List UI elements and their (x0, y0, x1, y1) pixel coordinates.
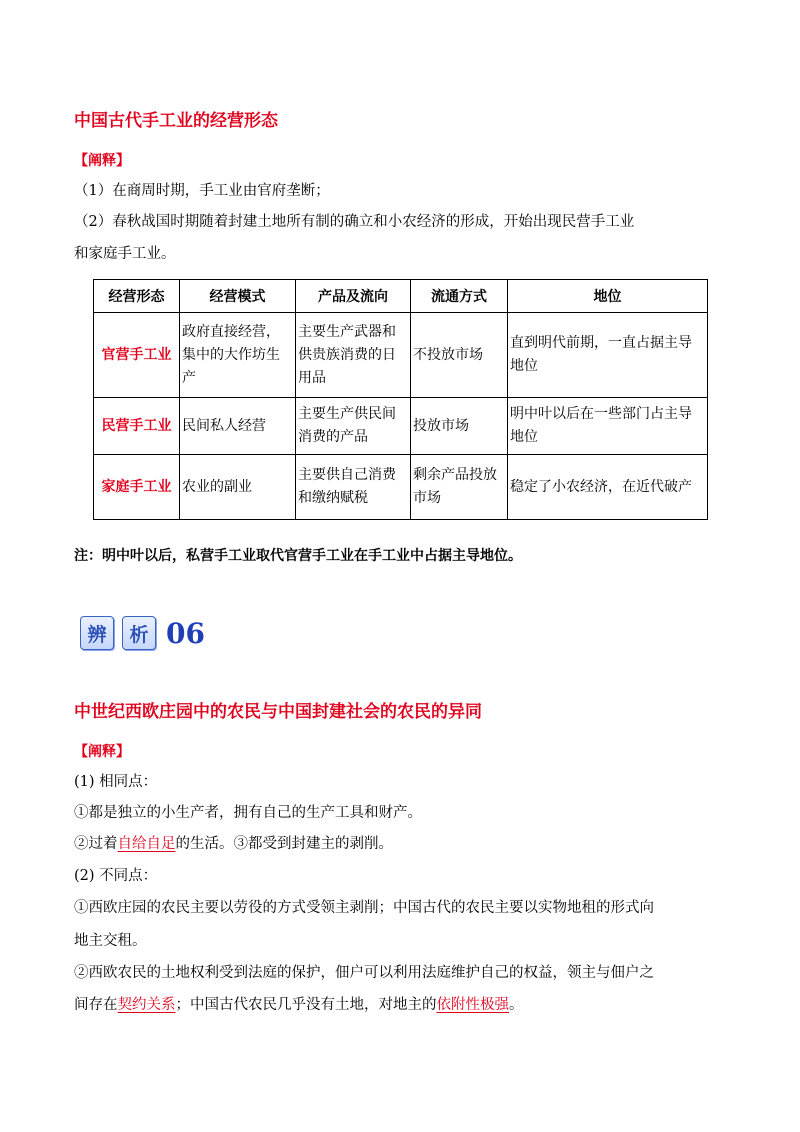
text-run: 的生活。③都受到封建主的剥削。 (175, 836, 393, 852)
table-header: 流通方式 (411, 280, 508, 313)
table-cell: 农业的副业 (180, 455, 296, 520)
section1-line1: （1）在商周时期，手工业由官府垄断； (74, 183, 330, 199)
same-heading: (1) 相同点： (74, 774, 158, 790)
section1-tag: 【阐释】 (74, 153, 130, 169)
table-row (94, 398, 708, 455)
highlight-strong-dependence: 依附性极强 (436, 997, 509, 1013)
diff-heading: (2) 不同点： (74, 868, 158, 884)
section2-title: 中世纪西欧庄园中的农民与中国封建社会的农民的异同 (74, 702, 482, 722)
same-point-1: ①都是独立的小生产者，拥有自己的生产工具和财产。 (74, 805, 422, 821)
same-point-2 (74, 834, 393, 854)
text-run: ②过着 (74, 836, 118, 852)
table-cell: 剩余产品投放市场 (411, 455, 508, 520)
table-row (94, 455, 708, 520)
text-run: ；中国古代农民几乎没有土地，对地主的 (175, 997, 437, 1013)
table-cell-kind: 官营手工业 (94, 313, 180, 398)
table-cell-kind: 民营手工业 (94, 398, 180, 455)
table-cell: 投放市场 (411, 398, 508, 455)
table-header: 产品及流向 (296, 280, 411, 313)
badge-number: 06 (166, 616, 205, 650)
section2-tag: 【阐释】 (74, 744, 130, 760)
table-cell: 主要供自己消费和缴纳赋税 (296, 455, 411, 520)
text-run: 间存在 (74, 997, 118, 1013)
section1-title: 中国古代手工业的经营形态 (74, 111, 278, 131)
comparison-table (93, 279, 708, 520)
analysis-badge (80, 613, 205, 653)
table-cell: 明中叶以后在一些部门占主导地位 (508, 398, 708, 455)
table-cell: 稳定了小农经济，在近代破产 (508, 455, 708, 520)
table-header: 经营形态 (94, 280, 180, 313)
table-header-row (94, 280, 708, 313)
table-cell: 直到明代前期，一直占据主导地位 (508, 313, 708, 398)
table-note: 注：明中叶以后，私营手工业取代官营手工业在手工业中占据主导地位。 (74, 548, 522, 564)
highlight-self-sufficient: 自给自足 (117, 836, 176, 852)
badge-char-xi: 析 (122, 616, 156, 650)
section1-line2: （2）春秋战国时期随着封建土地所有制的确立和小农经济的形成，开始出现民营手工业 (74, 214, 635, 230)
table-row (94, 313, 708, 398)
table-cell: 民间私人经营 (180, 398, 296, 455)
table-cell-kind: 家庭手工业 (94, 455, 180, 520)
table-cell: 主要生产武器和供贵族消费的日用品 (296, 313, 411, 398)
diff-point-1a: ①西欧庄园的农民主要以劳役的方式受领主剥削；中国古代的农民主要以实物地租的形式向 (74, 900, 654, 916)
highlight-contract-relation: 契约关系 (117, 997, 176, 1013)
diff-point-2a: ②西欧农民的土地权利受到法庭的保护，佃户可以利用法庭维护自己的权益，领主与佃户之 (74, 965, 654, 981)
table-cell: 主要生产供民间消费的产品 (296, 398, 411, 455)
table-cell: 不投放市场 (411, 313, 508, 398)
table-header: 地位 (508, 280, 708, 313)
diff-point-2b (74, 995, 524, 1015)
text-run: 。 (509, 997, 524, 1013)
section1-line3: 和家庭手工业。 (74, 246, 176, 262)
table-header: 经营模式 (180, 280, 296, 313)
badge-char-bian: 辨 (80, 616, 114, 650)
diff-point-1b: 地主交租。 (74, 933, 147, 949)
table-cell: 政府直接经营，集中的大作坊生产 (180, 313, 296, 398)
